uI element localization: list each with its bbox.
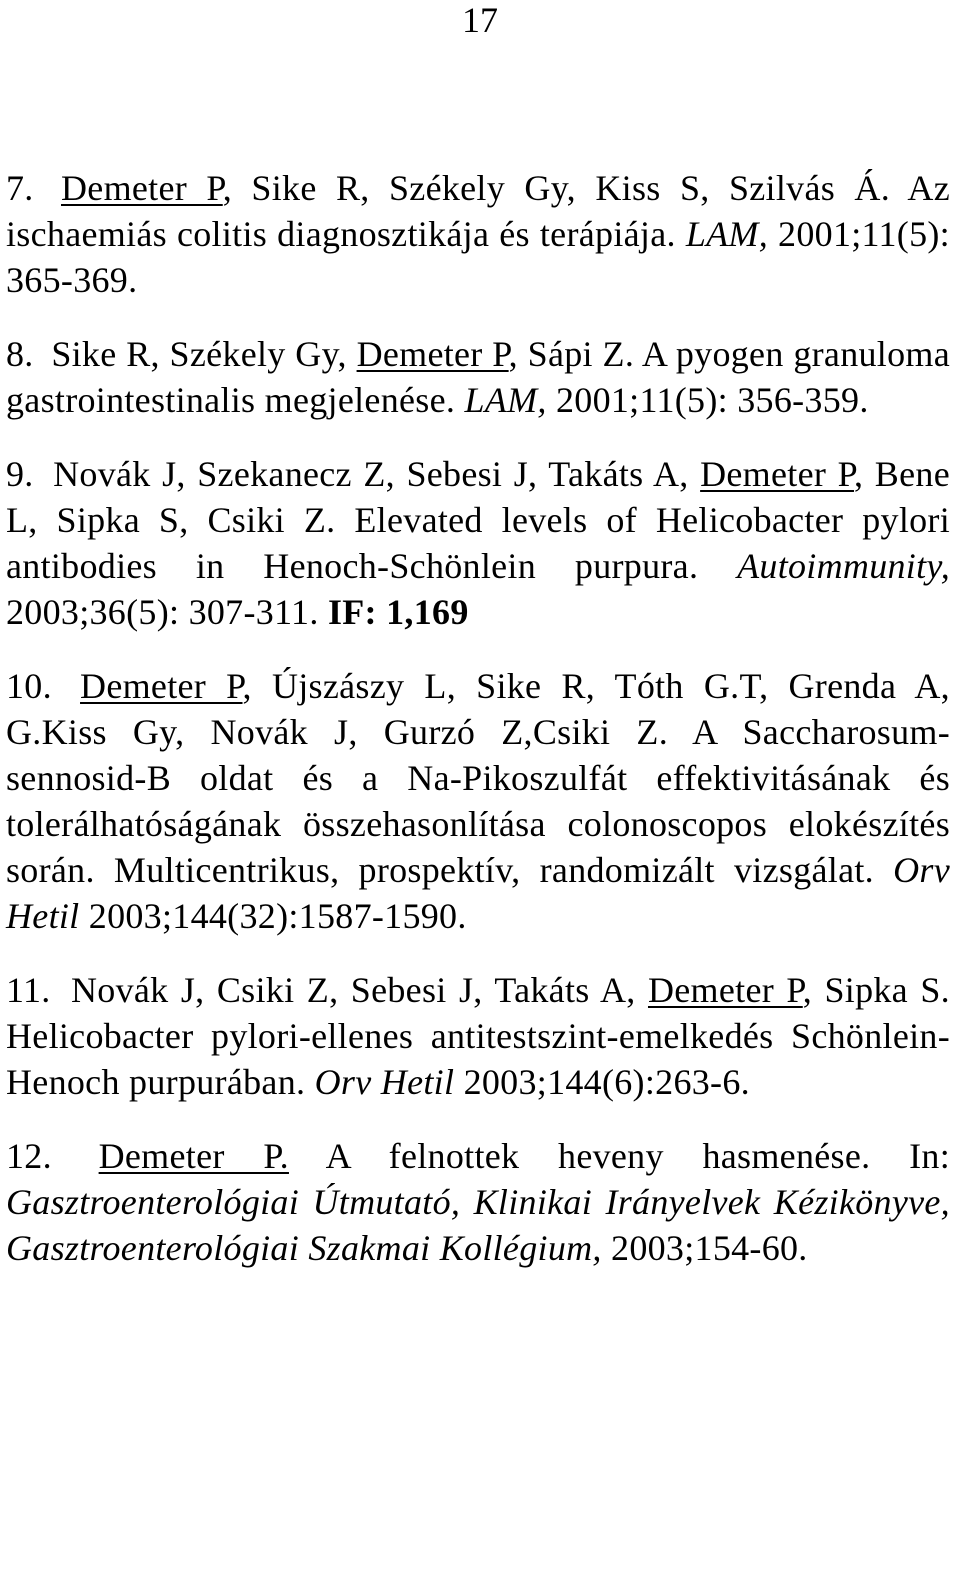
reference-item-11 <box>6 967 950 1105</box>
reference-item-8 <box>6 331 950 423</box>
reference-authors: , Sápi Z. <box>508 334 635 374</box>
reference-item-10 <box>6 663 950 939</box>
reference-item-7 <box>6 165 950 303</box>
journal-name: Orv Hetil <box>6 850 950 936</box>
reference-title: A felnottek heveny hasmenése. In: <box>288 1136 950 1176</box>
reference-citation: 2003;144(32):1587-1590. <box>79 896 467 936</box>
reference-number: 9. <box>6 454 34 494</box>
highlighted-author: Demeter P <box>80 666 243 706</box>
reference-list <box>6 165 950 1281</box>
reference-item-12 <box>6 1133 950 1271</box>
reference-number: 11. <box>6 970 51 1010</box>
reference-authors: , Bene L, Sipka S, Csiki Z. <box>6 454 950 540</box>
reference-title: A Saccharosum-sennosid-B oldat és a Na-Pikoszulfát effektivitásának és tolerálhatóságának összehasonlítása colonoscopos elokészítés során. Multicentrikus, prospektív, randomizált vizsgálat. <box>6 712 951 890</box>
journal-name: Autoimmunity, <box>737 546 950 586</box>
reference-authors: , Újszászy L, Sike R, Tóth G.T, Grenda A, G.Kiss Gy, Novák J, Gurzó Z,Csiki Z. <box>6 666 950 752</box>
reference-number: 8. <box>6 334 34 374</box>
highlighted-author: Demeter P <box>356 334 509 374</box>
page-number: 17 <box>462 0 498 40</box>
journal-name: LAM, <box>464 380 547 420</box>
journal-name: LAM, <box>685 214 769 254</box>
reference-authors: Novák J, Szekanecz Z, Sebesi J, Takáts A, <box>53 454 701 494</box>
highlighted-author: Demeter P <box>647 970 803 1010</box>
reference-citation: 2001;11(5): 365-369. <box>6 214 950 300</box>
reference-title: A pyogen granuloma gastrointestinalis megjelenése. <box>6 334 950 420</box>
reference-number: 7. <box>6 168 34 208</box>
highlighted-author: Demeter P <box>61 168 223 208</box>
reference-citation: 2003;144(6):263-6. <box>454 1062 750 1102</box>
reference-title: Elevated levels of Helicobacter pylori antibodies in Henoch-Schönlein purpura. <box>6 500 951 586</box>
reference-authors: , Sike R, Székely Gy, Kiss S, Szilvás Á. <box>222 168 891 208</box>
reference-authors: Novák J, Csiki Z, Sebesi J, Takáts A, <box>70 970 648 1010</box>
journal-name: Orv Hetil <box>314 1062 455 1102</box>
reference-citation: 2003;154-60. <box>601 1228 808 1268</box>
reference-title: Az ischaemiás colitis diagnosztikája és terápiája. <box>6 168 950 254</box>
impact-factor: IF: 1,169 <box>327 592 469 632</box>
highlighted-author: Demeter P <box>700 454 854 494</box>
reference-authors: , Sipka S. <box>802 970 950 1010</box>
reference-number: 10. <box>6 666 52 706</box>
reference-title: Helicobacter pylori-ellenes antitestszint-emelkedés Schönlein-Henoch purpurában. <box>6 1016 950 1102</box>
book-title: Gasztroenterológiai Útmutató, Klinikai Irányelvek Kézikönyve, Gasztroenterológiai Szakmai Kollégium, <box>6 1182 950 1268</box>
reference-citation: 2003;36(5): 307-311. <box>6 592 328 632</box>
highlighted-author: Demeter P. <box>98 1136 289 1176</box>
reference-item-9 <box>6 451 950 635</box>
reference-number: 12. <box>6 1136 52 1176</box>
reference-citation: 2001;11(5): 356-359. <box>546 380 869 420</box>
reference-authors: Sike R, Székely Gy, <box>51 334 357 374</box>
